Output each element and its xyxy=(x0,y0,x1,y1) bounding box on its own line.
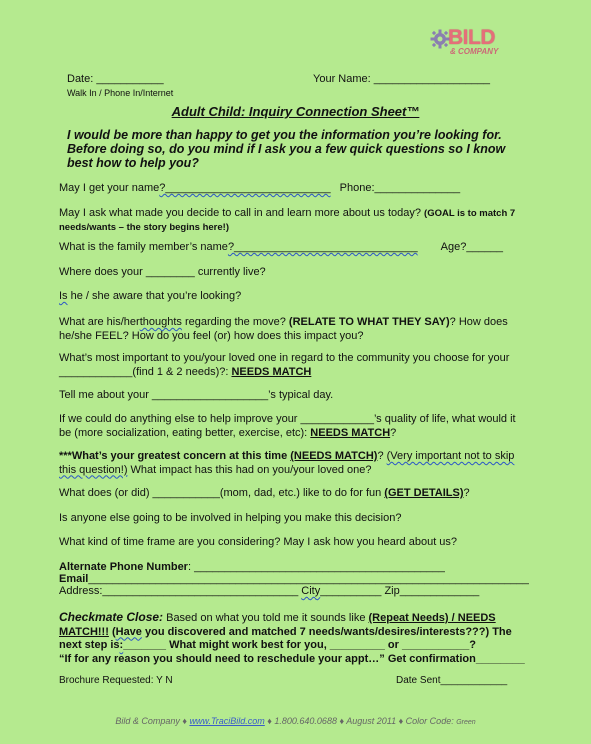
question-name: May I get your name?___________________________ Phone:______________ xyxy=(59,182,461,194)
logo-sub: & COMPANY xyxy=(450,47,499,56)
brochure-requested: Brochure Requested: Y N xyxy=(59,675,173,686)
date-sent: Date Sent____________ xyxy=(396,675,508,686)
gear-icon xyxy=(430,29,450,49)
company-logo xyxy=(430,24,526,62)
question-important: What’s most important to you/your loved one in regard to the community you choose for your ____________(find 1 & 2 needs)?: NEEDS MATCH xyxy=(59,352,510,378)
page-title: Adult Child: Inquiry Connection Sheet™ xyxy=(171,104,420,119)
footer: Bild & Company ♦ www.TraciBild.com ♦ 1.800.640.0688 ♦ August 2011 ♦ Color Code: Green xyxy=(115,716,476,726)
question-aware: Is he / she aware that you’re looking? xyxy=(59,290,242,302)
email-field: Email________________________________________________________________________ xyxy=(59,573,529,585)
logo-brand: BILD xyxy=(448,26,495,49)
address-field: Address:________________________________ City__________ Zip_____________ xyxy=(59,585,480,597)
question-thoughts: What are his/herthoughts regarding the move? (RELATE TO WHAT THEY SAY)? How does he/she FEEL? How do you feel (or) how does this impact you? xyxy=(59,316,508,342)
question-typical-day: Tell me about your ___________________’s typical day. xyxy=(59,389,334,401)
walkin-label: Walk In / Phone In/Internet xyxy=(67,88,174,98)
question-timeframe: What kind of time frame are you considering? May I ask how you heard about us? xyxy=(59,536,458,548)
alt-phone-field: Alternate Phone Number: _________________________________________ xyxy=(59,561,445,573)
question-live: Where does your ________ currently live? xyxy=(59,266,266,278)
question-reason: May I ask what made you decide to call in and learn more about us today? (GOAL is to match 7 needs/wants – the story begins here!) xyxy=(59,207,516,233)
question-fun: What does (or did) ___________(mom, dad, etc.) like to do for fun (GET DETAILS)? xyxy=(59,487,470,499)
question-quality-of-life: If we could do anything else to help improve your ____________’s quality of life, what would it be (more socialization, eating better, exercise, etc): NEEDS MATCH? xyxy=(59,413,516,439)
website-link[interactable]: www.TraciBild.com xyxy=(189,716,265,726)
question-family-name: What is the family member’s name?______________________________ Age?______ xyxy=(59,241,504,253)
date-label: Date: ___________ xyxy=(67,73,164,85)
question-decision: Is anyone else going to be involved in helping you make this decision? xyxy=(59,512,402,524)
your-name-label: Your Name: ___________________ xyxy=(313,73,490,85)
intro-text: I would be more than happy to get you the information you’re looking for. Before doing so, do you mind if I ask you a few quick questions so I know best how to help you? xyxy=(67,128,506,170)
question-concern: ***What’s your greatest concern at this time (NEEDS MATCH)? (Very important not to skip this question!) What impact has this had on you/your loved one? xyxy=(59,450,515,476)
checkmate-close: Checkmate Close: Based on what you told me it sounds like (Repeat Needs) / NEEDS MATCH!!! (Have you discovered and matched 7 needs/wants/desires/interests???) The next step is:_______ What might work best for you, _________ or ___________? “If for any reason you should need to reschedule your appt…” Get confirmation________ xyxy=(59,610,525,665)
